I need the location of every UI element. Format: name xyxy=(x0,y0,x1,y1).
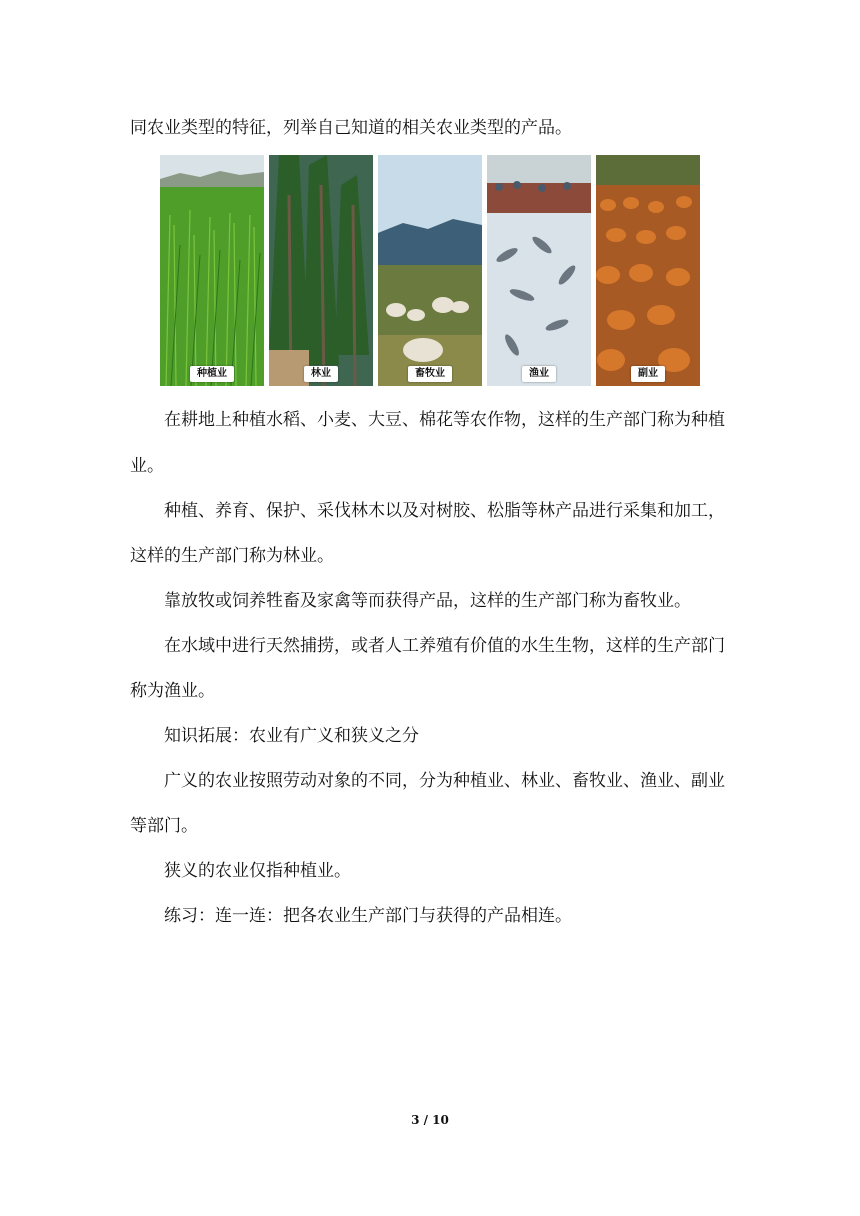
paragraph-forestry-cont: 这样的生产部门称为林业。 xyxy=(130,546,334,566)
sheep-grazing-photo xyxy=(378,155,482,386)
paragraph-planting: 在耕地上种植水稻、小麦、大豆、棉花等农作物，这样的生产部门称为种植 xyxy=(164,410,725,430)
panel-label: 副业 xyxy=(631,366,665,382)
fish-net-photo xyxy=(487,155,591,386)
intro-text: 同农业类型的特征，列举自己知道的相关农业类型的产品。 xyxy=(130,118,572,138)
paragraph-husbandry: 靠放牧或饲养牲畜及家禽等而获得产品，这样的生产部门称为畜牧业。 xyxy=(164,591,691,611)
paragraph-fishery-cont: 称为渔业。 xyxy=(130,681,215,701)
agriculture-types-image xyxy=(160,155,700,386)
paragraph-forestry: 种植、养育、保护、采伐林木以及对树胶、松脂等林产品进行采集和加工， xyxy=(164,501,725,521)
paragraph-broad: 广义的农业按照劳动对象的不同，分为种植业、林业、畜牧业、渔业、副业 xyxy=(164,771,725,791)
panel-label: 畜牧业 xyxy=(408,366,452,382)
panel-label: 林业 xyxy=(304,366,338,382)
panel-label: 渔业 xyxy=(522,366,556,382)
paragraph-planting-cont: 业。 xyxy=(130,456,164,476)
panel-label: 种植业 xyxy=(190,366,234,382)
paragraph-narrow: 狭义的农业仅指种植业。 xyxy=(164,861,351,881)
exercise-instruction: 练习：连一连：把各农业生产部门与获得的产品相连。 xyxy=(164,906,572,926)
page-number: 3 / 10 xyxy=(411,1113,449,1127)
paragraph-fishery: 在水域中进行天然捕捞，或者人工养殖有价值的水生生物，这样的生产部门 xyxy=(164,636,725,656)
knowledge-extension: 知识拓展：农业有广义和狭义之分 xyxy=(164,726,419,746)
rice-field-photo xyxy=(160,155,264,386)
forest-photo xyxy=(269,155,373,386)
chicken-farm-photo xyxy=(596,155,700,386)
paragraph-broad-cont: 等部门。 xyxy=(130,816,198,836)
